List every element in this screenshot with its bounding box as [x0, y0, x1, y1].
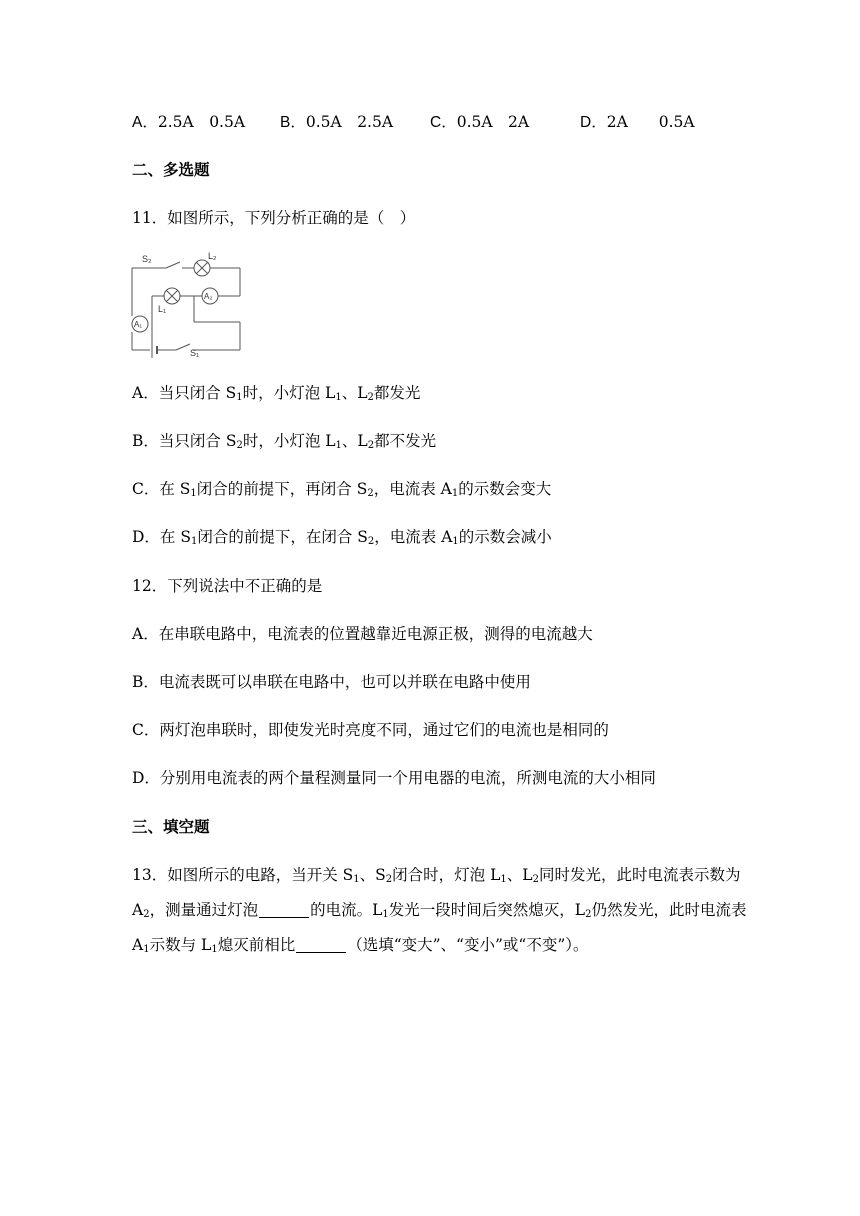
section-title-multiple-choice: 二、多选题 [132, 160, 210, 179]
q13-line-3: $A_1$示数与 $L_1$熄灭前相比 （选填“变大”、“变小”或“不变”）。 [132, 936, 589, 955]
q11-option-c: C．在 $S_1$闭合的前提下，再闭合 $S_2$，电流表 $A_1$的示数会变大 [132, 480, 552, 499]
q12-option-b: B．电流表既可以串联在电路中，也可以并联在电路中使用 [132, 673, 531, 691]
q10-option-b: B．0.5A 2.5A [280, 113, 394, 131]
q13-line-2: $A_2$，测量通过灯泡 的电流。$L_1$发光一段时间后突然熄灭，$L_2$仍然发光，此时电流表 [132, 901, 747, 920]
q10-option-a: A．2.5A 0.5A [132, 113, 246, 131]
label-l2: L₂ [208, 251, 217, 261]
q11-option-d: D．在 $S_1$闭合的前提下，在闭合 $S_2$，电流表 $A_1$的示数会减小 [132, 528, 552, 547]
q12-option-a: A．在串联电路中，电流表的位置越靠近电源正极，测得的电流越大 [132, 625, 593, 643]
answer-blank-2[interactable] [296, 936, 346, 953]
q12-option-c: C．两灯泡串联时，即使发光时亮度不同，通过它们的电流也是相同的 [132, 721, 609, 739]
label-s1: S₁ [190, 348, 200, 358]
q10-option-d: D．2A 0.5A [580, 113, 695, 131]
q11-stem: 11．如图所示，下列分析正确的是（ ） [132, 209, 416, 227]
label-l1: L₁ [158, 304, 167, 314]
answer-blank-1[interactable] [259, 901, 309, 918]
q13-line-1: 13．如图所示的电路，当开关 $S_1$、$S_2$闭合时，灯泡 $L_1$、$L_2$同时发光，此时电流表示数为 [132, 866, 741, 885]
section-title-fill-in: 三、填空题 [132, 817, 210, 836]
q12-option-d: D．分别用电流表的两个量程测量同一个用电器的电流，所测电流的大小相同 [132, 769, 656, 787]
label-a2: A₂ [204, 292, 213, 301]
q12-stem: 12．下列说法中不正确的是 [132, 577, 323, 595]
label-s2: S₂ [142, 254, 152, 264]
q10-option-c: C．0.5A 2A [430, 113, 530, 131]
label-a1: A₁ [134, 320, 143, 329]
circuit-diagram [128, 246, 250, 358]
q11-option-a: A．当只闭合 $S_1$时，小灯泡 $L_1$、$L_2$都发光 [132, 384, 421, 403]
q11-option-b: B．当只闭合 $S_2$时，小灯泡 $L_1$、$L_2$都不发光 [132, 432, 437, 451]
